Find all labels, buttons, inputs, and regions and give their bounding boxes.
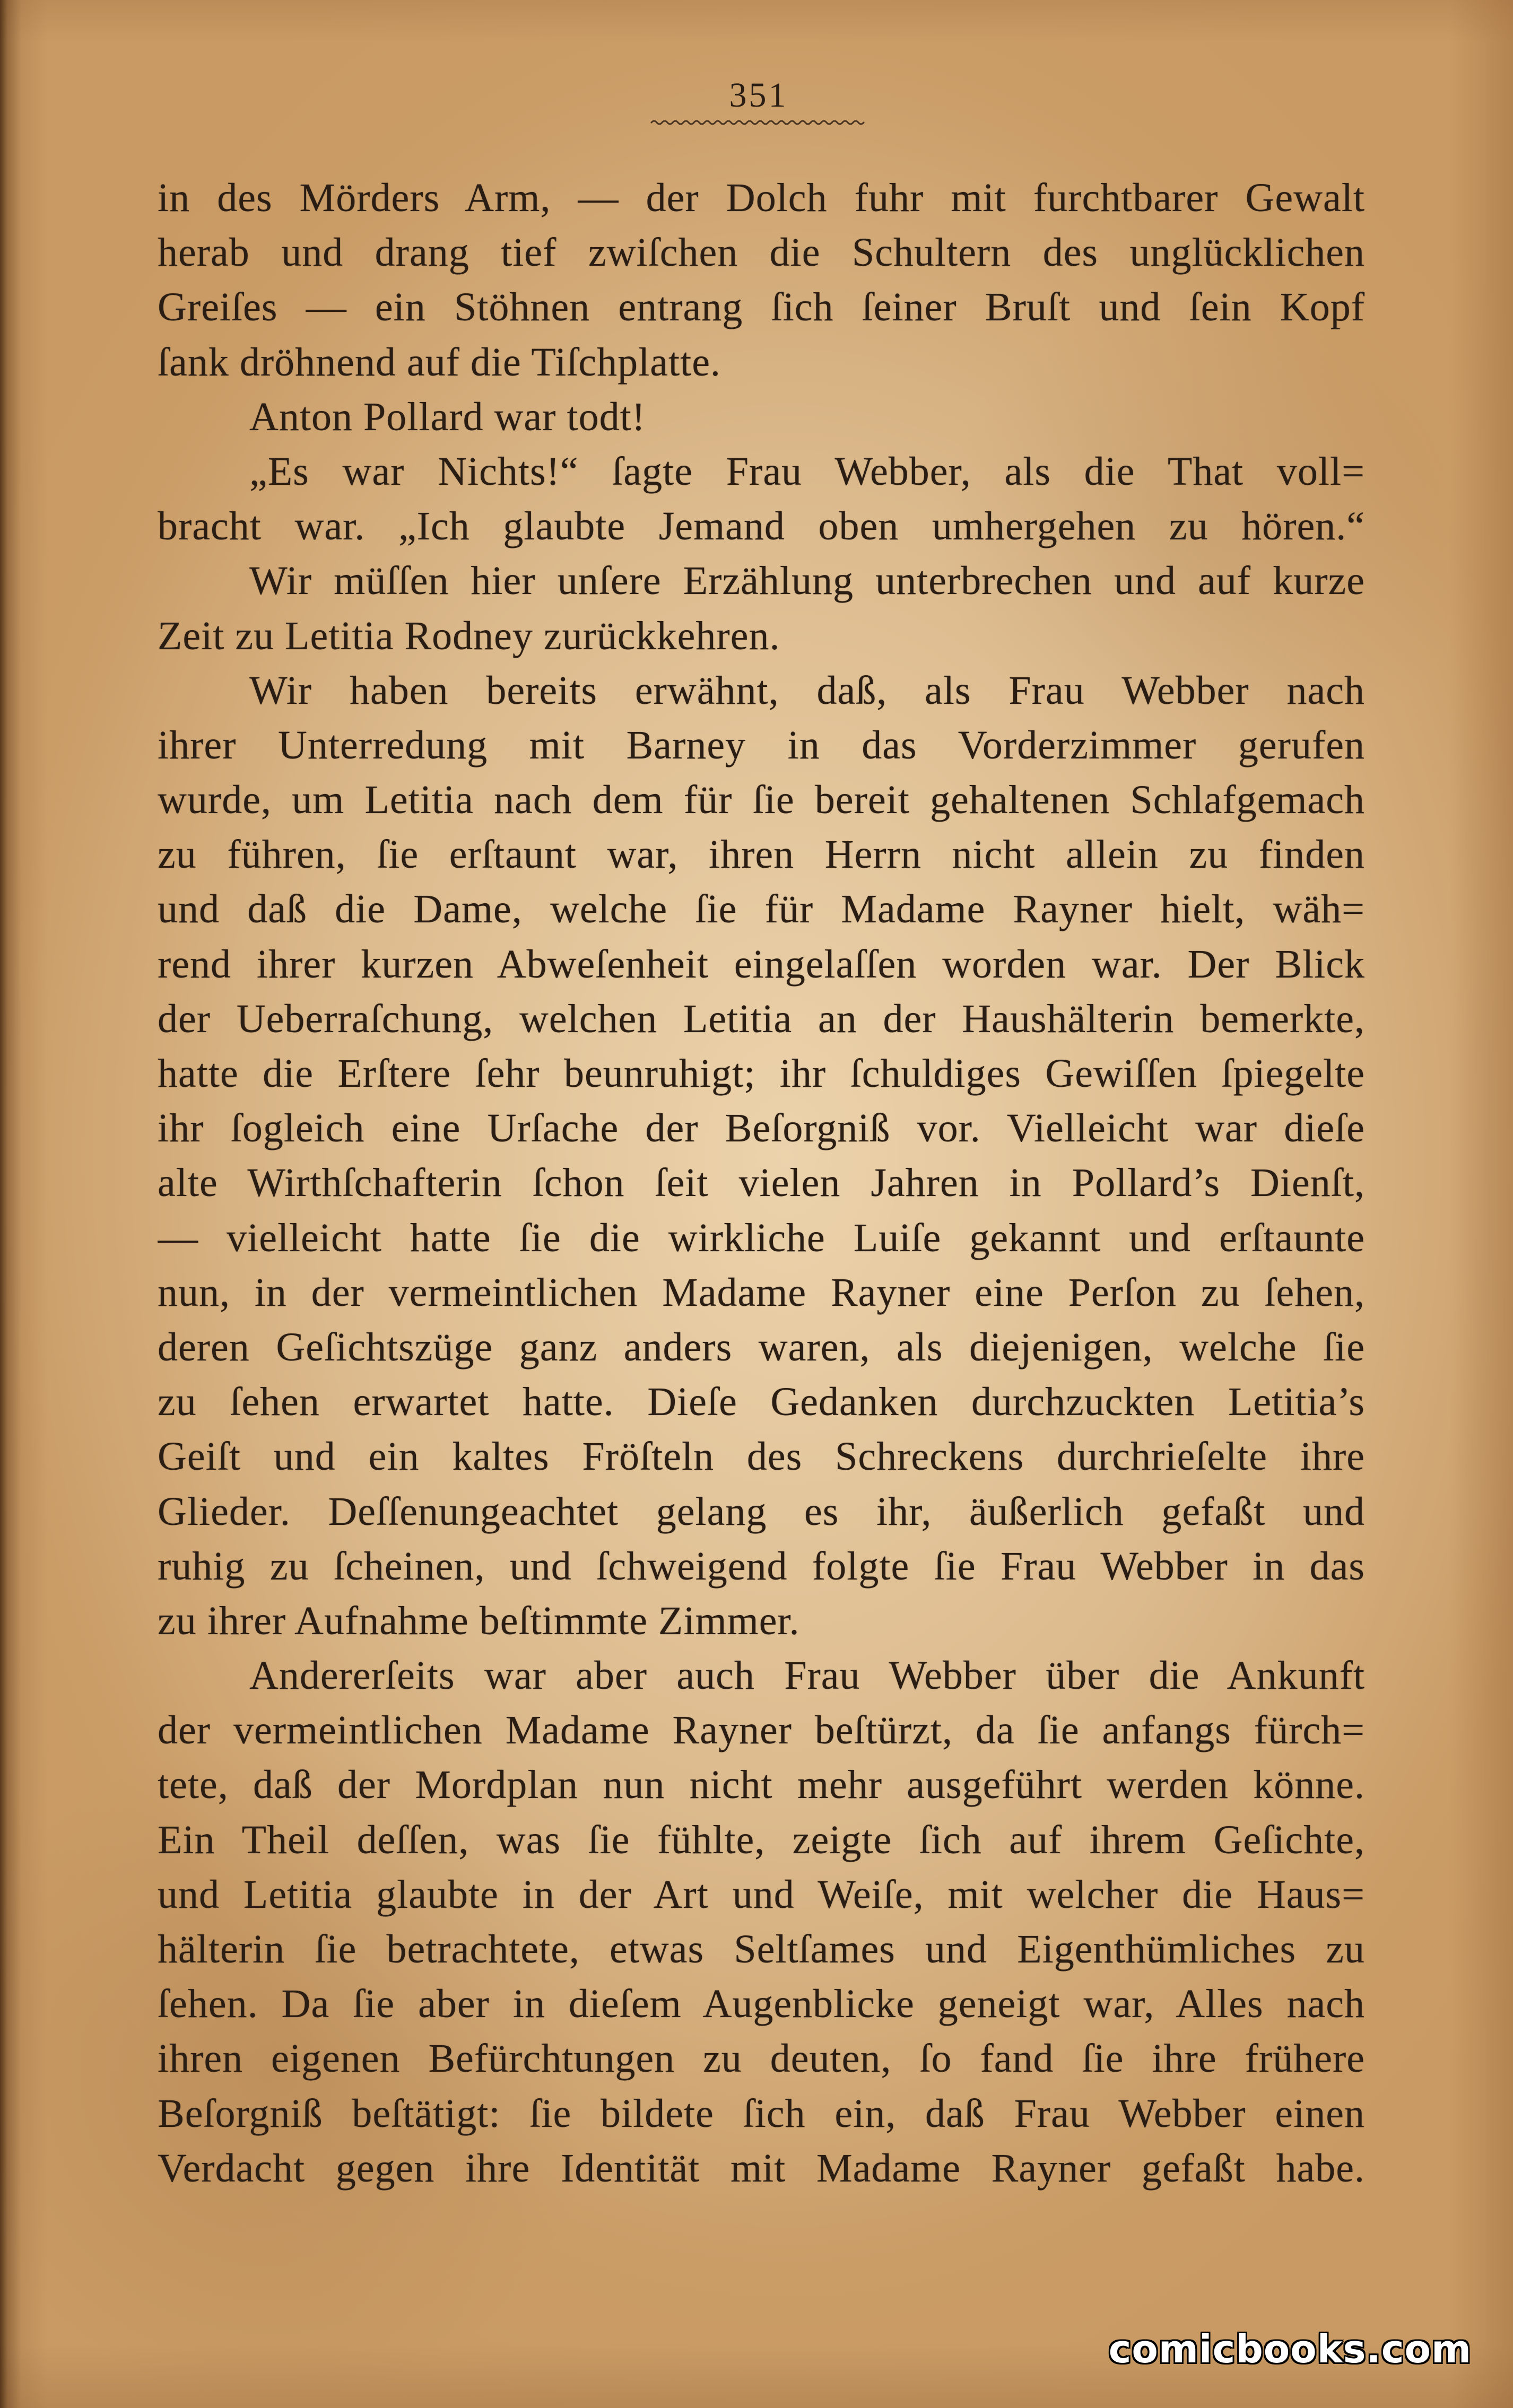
text-line: tete, daß der Mordplan nun nicht mehr ausgeführt werden könne.	[158, 1763, 1365, 1808]
text-line: ruhig zu ſcheinen, und ſchweigend folgte ſie Frau Webber in das	[158, 1543, 1365, 1589]
text-line: deren Geſichtszüge ganz anders waren, als diejenigen, welche ſie	[158, 1324, 1365, 1369]
watermark: comicbooks.com	[1108, 2327, 1472, 2371]
text-line: bracht war. „Ich glaubte Jemand oben umhergehen zu hören.“	[158, 504, 1365, 549]
page-number: 351	[729, 76, 788, 115]
page-number-ornament	[650, 118, 865, 127]
paragraph	[158, 664, 1365, 1648]
paragraph	[158, 171, 1365, 390]
text-line: der Ueberraſchung, welchen Letitia an der Haushälterin bemerkte,	[158, 996, 1365, 1041]
text-line: Verdacht gegen ihre Identität mit Madame Rayner gefaßt habe.	[158, 2145, 1365, 2191]
text-line: wurde, um Letitia nach dem für ſie bereit gehaltenen Schlafgemach	[158, 778, 1365, 823]
paragraph	[158, 390, 1365, 444]
text-line: Andererſeits war aber auch Frau Webber über die Ankunft	[249, 1653, 1365, 1698]
paragraph	[158, 444, 1365, 554]
text-line: hälterin ſie betrachtete, etwas Seltſames und Eigenthümliches zu	[158, 1927, 1365, 1971]
text-line: in des Mörders Arm, — der Dolch fuhr mit furchtbarer Gewalt	[158, 176, 1365, 220]
text-line: ihr ſogleich eine Urſache der Beſorgniß vor. Vielleicht war dieſe	[158, 1106, 1365, 1151]
text-line: und Letitia glaubte in der Art und Weiſe, mit welcher die Haus=	[158, 1872, 1365, 1917]
text-line: alte Wirthſchafterin ſchon ſeit vielen Jahren in Pollard’s Dienſt,	[158, 1161, 1365, 1206]
text-line: zu ſehen erwartet hatte. Dieſe Gedanken durchzuckten Letitia’s	[158, 1380, 1365, 1425]
text-line: ihren eigenen Befürchtungen zu deuten, ſo fand ſie ihre frühere	[158, 2036, 1365, 2081]
text-line: Wir müſſen hier unſere Erzählung unterbrechen und auf kurze	[249, 559, 1365, 604]
text-line: — vielleicht hatte ſie die wirkliche Luiſe gekannt und erſtaunte	[158, 1215, 1365, 1260]
text-line: ihrer Unterredung mit Barney in das Vorderzimmer gerufen	[158, 722, 1365, 767]
text-line: Geiſt und ein kaltes Fröſteln des Schreckens durchrieſelte ihre	[158, 1434, 1365, 1479]
text-line: und daß die Dame, welche ſie für Madame Rayner hielt, wäh=	[158, 887, 1365, 932]
text-line: der vermeintlichen Madame Rayner beſtürzt, da ſie anfangs fürch=	[158, 1708, 1365, 1753]
text-line: ſehen. Da ſie aber in dieſem Augenblicke geneigt war, Alles nach	[158, 1982, 1365, 2027]
text-line: Zeit zu Letitia Rodney zurückkehren.	[158, 613, 780, 658]
body-text	[158, 171, 1365, 2196]
text-line: zu ihrer Aufnahme beſtimmte Zimmer.	[158, 1598, 800, 1643]
text-line: ſank dröhnend auf die Tiſchplatte.	[158, 339, 721, 385]
paragraph	[158, 1648, 1365, 2196]
text-line: Beſorgniß beſtätigt: ſie bildete ſich ein, daß Frau Webber einen	[158, 2091, 1365, 2136]
text-line: hatte die Erſtere ſehr beunruhigt; ihr ſchuldiges Gewiſſen ſpiegelte	[158, 1051, 1365, 1096]
text-line: nun, in der vermeintlichen Madame Rayner eine Perſon zu ſehen,	[158, 1270, 1365, 1315]
paragraph	[158, 554, 1365, 663]
text-line: Anton Pollard war todt!	[249, 394, 646, 439]
text-line: herab und drang tief zwiſchen die Schultern des unglücklichen	[158, 230, 1365, 275]
text-line: Wir haben bereits erwähnt, daß, als Frau Webber nach	[249, 668, 1365, 713]
text-line: zu führen, ſie erſtaunt war, ihren Herrn nicht allein zu finden	[158, 832, 1365, 877]
text-line: Ein Theil deſſen, was ſie fühlte, zeigte ſich auf ihrem Geſichte,	[158, 1817, 1365, 1862]
text-line: rend ihrer kurzen Abweſenheit eingelaſſen worden war. Der Blick	[158, 941, 1365, 987]
text-line: Glieder. Deſſenungeachtet gelang es ihr, äußerlich gefaßt und	[158, 1489, 1365, 1534]
text-line: Greiſes — ein Stöhnen entrang ſich ſeiner Bruſt und ſein Kopf	[158, 285, 1365, 330]
text-line: „Es war Nichts!“ ſagte Frau Webber, als die That voll=	[249, 449, 1365, 494]
